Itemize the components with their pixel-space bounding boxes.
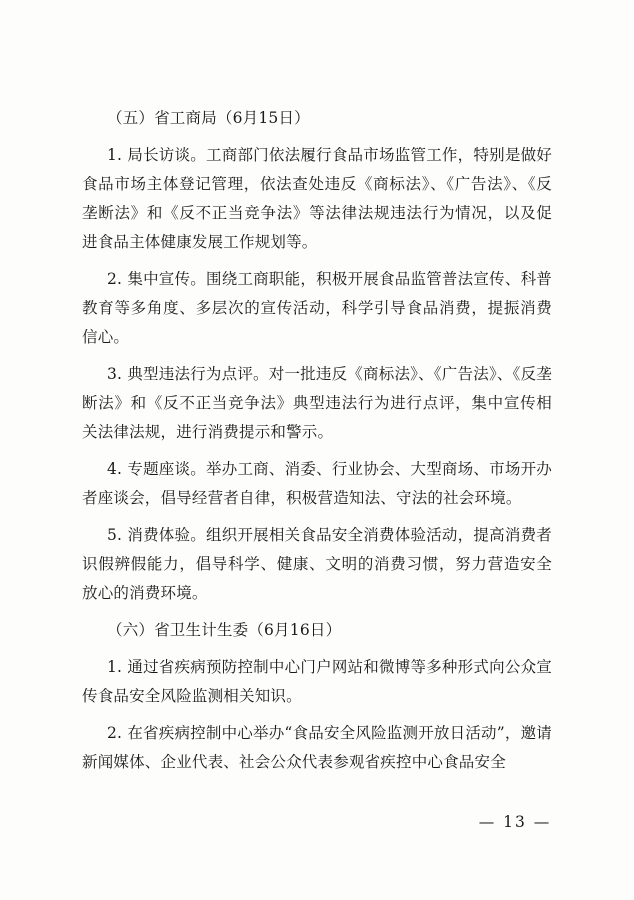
document-body	[82, 104, 552, 777]
paragraph-consumer-experience: 5. 消费体验。组织开展相关食品安全消费体验活动，提高消费者识假辨假能力，倡导科学、健康、文明的消费习惯，努力营造安全放心的消费环境。	[82, 526, 552, 602]
section-heading-commerce-bureau: （五）省工商局（6月15日）	[107, 109, 310, 127]
section-heading-health-commission: （六）省卫生计生委（6月16日）	[107, 621, 342, 639]
paragraph-open-day-activity: 2. 在省疾病控制中心举办“食品安全风险监测开放日活动”，邀请新闻媒体、企业代表、社会公众代表参观省疾控中心食品安全	[82, 724, 552, 771]
paragraph-website-publicity: 1. 通过省疾病预防控制中心门户网站和微博等多种形式向公众宣传食品安全风险监测相关知识。	[82, 658, 552, 705]
paragraph-typical-violations-review: 3. 典型违法行为点评。对一批违反《商标法》、《广告法》、《反垄断法》和《反不正当竞争法》典型违法行为进行点评，集中宣传相关法律法规，进行消费提示和警示。	[82, 365, 552, 441]
page-number: — 13 —	[478, 813, 552, 831]
paragraph-symposium: 4. 专题座谈。举办工商、消委、行业协会、大型商场、市场开办者座谈会，倡导经营者自律，积极营造知法、守法的社会环境。	[82, 460, 552, 507]
paragraph-centralized-publicity: 2. 集中宣传。围绕工商职能，积极开展食品监管普法宣传、科普教育等多角度、多层次的宣传活动，科学引导食品消费，提振消费信心。	[82, 270, 552, 346]
paragraph-interview: 1. 局长访谈。工商部门依法履行食品市场监管工作，特别是做好食品市场主体登记管理，依法查处违反《商标法》、《广告法》、《反垄断法》和《反不正当竞争法》等法律法规违法行为情况，以及促进食品主体健康发展工作规划等。	[82, 146, 552, 251]
